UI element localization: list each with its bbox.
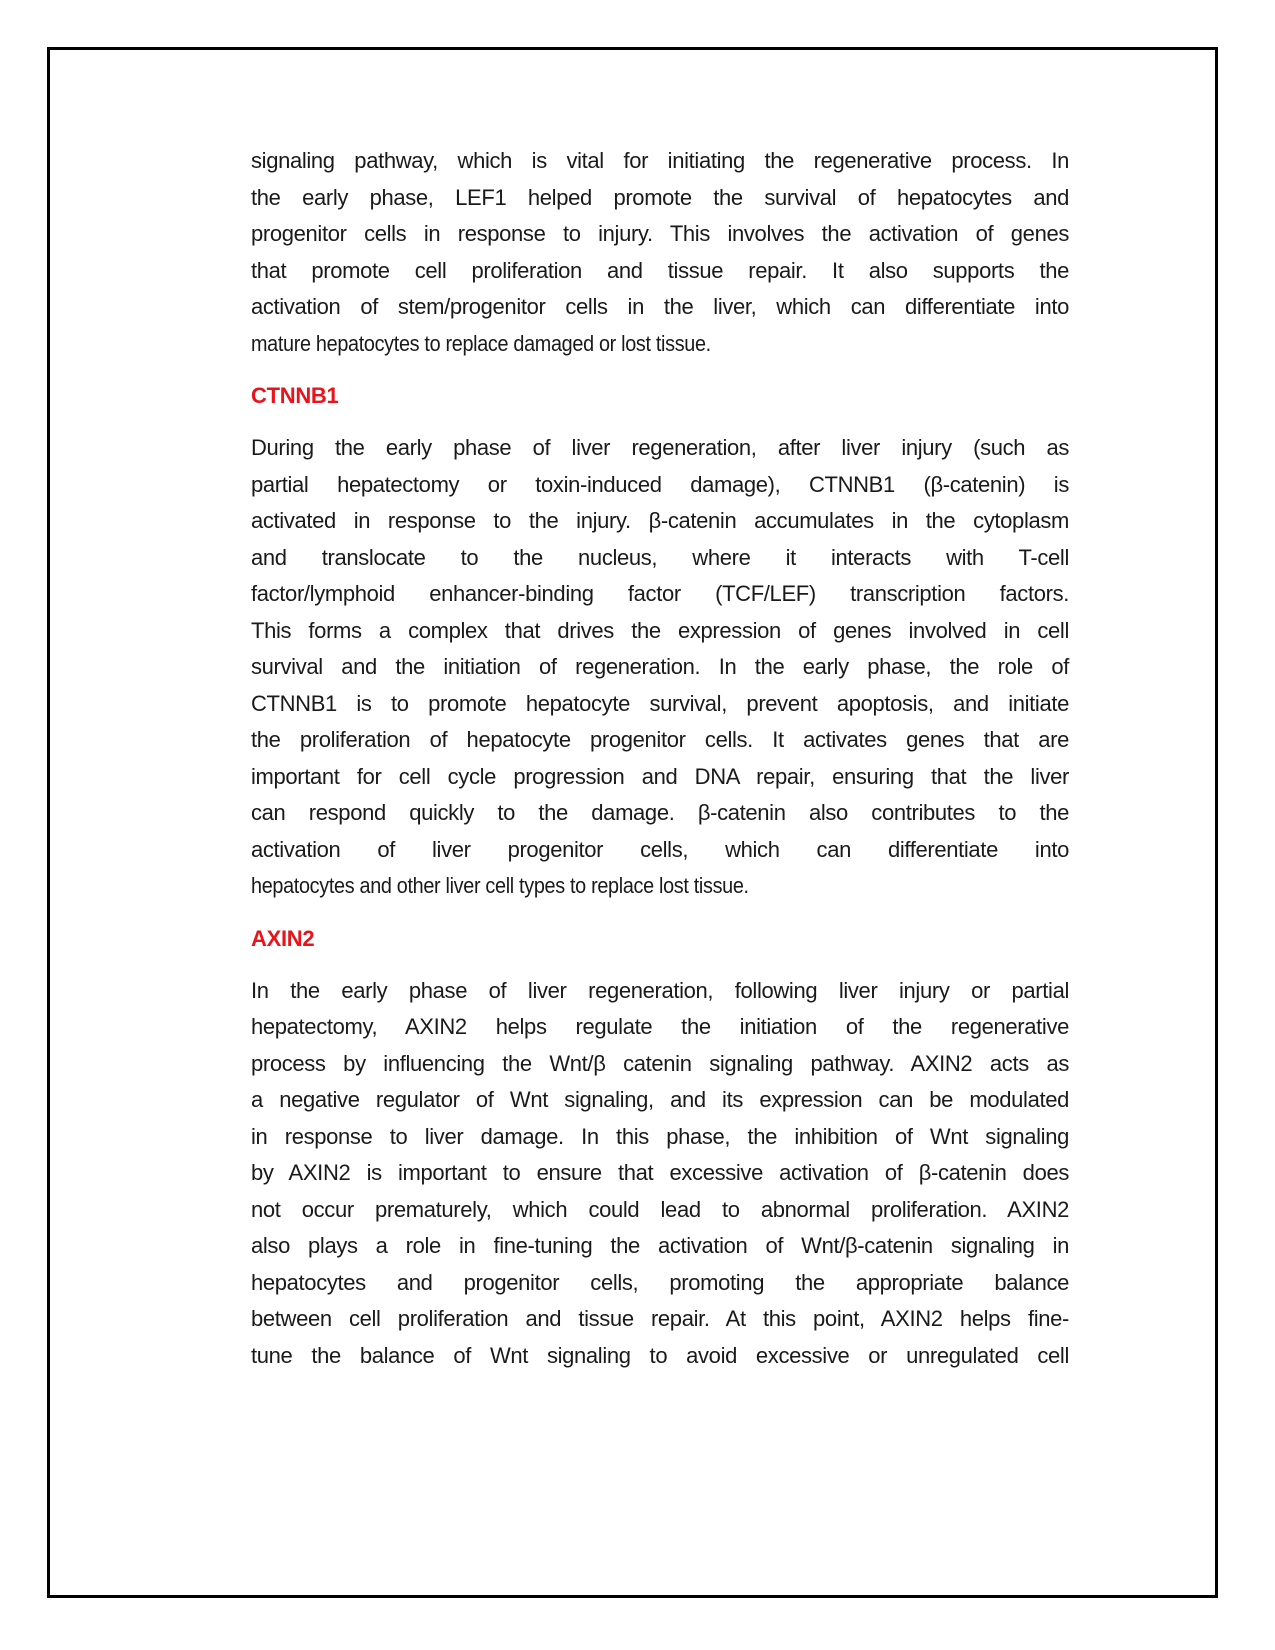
text-line: factor/lymphoid enhancer-binding factor (TCF/LEF) transcription factors. bbox=[251, 581, 1069, 606]
paragraph-axin2 bbox=[251, 973, 1069, 1375]
text-line: the early phase, LEF1 helped promote the survival of hepatocytes and bbox=[251, 184, 1069, 210]
paragraph-lef1-continuation bbox=[251, 143, 1069, 362]
text-line: hepatocytes and other liver cell types to replace lost tissue. bbox=[251, 873, 749, 898]
text-line: CTNNB1 is to promote hepatocyte survival, prevent apoptosis, and initiate bbox=[251, 690, 1069, 716]
text-line: can respond quickly to the damage. β-catenin also contributes to the bbox=[251, 800, 1069, 825]
text-line: activation of stem/progenitor cells in the liver, which can differentiate into bbox=[251, 294, 1069, 319]
text-line: in response to liver damage. In this phase, the inhibition of Wnt signaling bbox=[251, 1123, 1069, 1149]
text-line: that promote cell proliferation and tissue repair. It also supports the bbox=[251, 257, 1069, 283]
text-line: a negative regulator of Wnt signaling, and its expression can be modulated bbox=[251, 1087, 1069, 1112]
document-body bbox=[251, 143, 1069, 1374]
text-line: partial hepatectomy or toxin-induced damage), CTNNB1 (β-catenin) is bbox=[251, 471, 1069, 497]
text-line: In the early phase of liver regeneration, following liver injury or partial bbox=[251, 977, 1069, 1003]
section-heading-axin2: AXIN2 bbox=[251, 925, 315, 951]
text-line: process by influencing the Wnt/β catenin signaling pathway. AXIN2 acts as bbox=[251, 1050, 1069, 1076]
text-line: tune the balance of Wnt signaling to avoid excessive or unregulated cell bbox=[251, 1342, 1069, 1368]
text-line: hepatectomy, AXIN2 helps regulate the initiation of the regenerative bbox=[251, 1014, 1069, 1039]
text-line: During the early phase of liver regeneration, after liver injury (such as bbox=[251, 435, 1069, 460]
text-line: not occur prematurely, which could lead to abnormal proliferation. AXIN2 bbox=[251, 1196, 1069, 1222]
text-line: progenitor cells in response to injury. This involves the activation of genes bbox=[251, 221, 1069, 246]
text-line: important for cell cycle progression and DNA repair, ensuring that the liver bbox=[251, 763, 1069, 789]
text-line: and translocate to the nucleus, where it interacts with T-cell bbox=[251, 544, 1069, 570]
text-line: signaling pathway, which is vital for initiating the regenerative process. In bbox=[251, 148, 1069, 173]
text-line: also plays a role in fine-tuning the activation of Wnt/β-catenin signaling in bbox=[251, 1233, 1069, 1258]
section-heading-ctnnb1: CTNNB1 bbox=[251, 383, 339, 408]
text-line: survival and the initiation of regeneration. In the early phase, the role of bbox=[251, 654, 1069, 679]
text-line: by AXIN2 is important to ensure that excessive activation of β-catenin does bbox=[251, 1160, 1069, 1185]
text-line: activated in response to the injury. β-catenin accumulates in the cytoplasm bbox=[251, 508, 1069, 533]
text-line: This forms a complex that drives the expression of genes involved in cell bbox=[251, 617, 1069, 643]
text-line: hepatocytes and progenitor cells, promoting the appropriate balance bbox=[251, 1269, 1069, 1295]
text-line: the proliferation of hepatocyte progenitor cells. It activates genes that are bbox=[251, 727, 1069, 752]
paragraph-ctnnb1 bbox=[251, 430, 1069, 905]
text-line: activation of liver progenitor cells, which can differentiate into bbox=[251, 836, 1069, 862]
text-line: mature hepatocytes to replace damaged or lost tissue. bbox=[251, 330, 711, 356]
text-line: between cell proliferation and tissue repair. At this point, AXIN2 helps fine- bbox=[251, 1306, 1069, 1331]
